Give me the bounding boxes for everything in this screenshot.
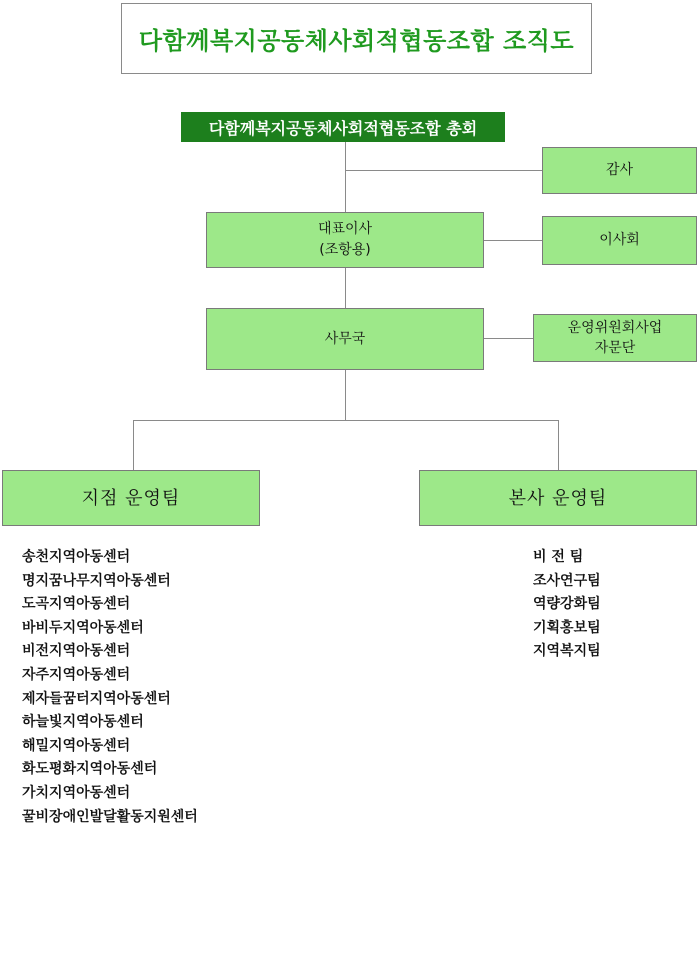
connector-horizontal-split	[133, 420, 558, 421]
ceo-role: 대표이사	[317, 221, 373, 237]
office-label: 사무국	[324, 330, 366, 347]
list-item: 역량강화팀	[533, 596, 601, 613]
list-item: 지역복지팀	[533, 643, 601, 660]
connector-ceo-to-office	[345, 268, 346, 308]
list-item: 자주지역아동센터	[22, 666, 131, 683]
list-item: 도곡지역아동센터	[22, 596, 131, 613]
advisory-label-line2: 자문단	[594, 340, 636, 356]
audit-box	[542, 147, 697, 194]
board-box	[542, 216, 697, 265]
branch-team-label: 지점 운영팀	[81, 487, 181, 509]
connector-to-branch-team	[133, 420, 134, 470]
general-assembly-box	[181, 112, 505, 142]
hq-team-label: 본사 운영팀	[508, 487, 608, 509]
list-item: 가치지역아동센터	[22, 784, 131, 801]
list-item: 제자들꿈터지역아동센터	[22, 690, 171, 707]
chart-title-box	[121, 3, 592, 74]
list-item: 기획홍보팀	[533, 619, 601, 636]
list-item: 송천지역아동센터	[22, 549, 131, 565]
connector-to-hq-team	[558, 420, 559, 470]
list-item: 하늘빛지역아동센터	[22, 714, 144, 731]
list-item: 비전지역아동센터	[22, 643, 131, 660]
connector-office-to-advisory	[484, 338, 533, 339]
branch-team-box	[2, 470, 260, 526]
list-item: 명지꿈나무지역아동센터	[22, 572, 171, 589]
hq-teams-list	[533, 546, 601, 664]
office-box	[206, 308, 484, 370]
ceo-name: (조항용)	[319, 242, 371, 258]
connector-assembly-to-ceo	[345, 142, 346, 212]
connector-ceo-to-board	[484, 240, 542, 241]
list-item: 조사연구팀	[533, 572, 601, 589]
chart-title: 다함께복지공동체사회적협동조합 조직도	[138, 27, 575, 55]
audit-label: 감사	[605, 162, 634, 178]
advisory-label-line1: 운영위원회사업	[567, 319, 663, 336]
list-item: 화도평화지역아동센터	[22, 761, 158, 778]
general-assembly-label: 다함께복지공동체사회적협동조합 총회	[208, 118, 478, 138]
board-label: 이사회	[599, 232, 640, 248]
connector-office-down	[345, 370, 346, 420]
list-item: 해밀지역아동센터	[22, 737, 131, 754]
branch-centers-list	[22, 546, 198, 829]
list-item: 비 전 팀	[533, 549, 584, 565]
advisory-box	[533, 314, 697, 362]
connector-to-audit	[345, 170, 542, 171]
list-item: 바비두지역아동센터	[22, 619, 144, 636]
ceo-box	[206, 212, 484, 268]
list-item: 꿀비장애인발달활동지원센터	[22, 808, 198, 825]
hq-team-box	[419, 470, 697, 526]
